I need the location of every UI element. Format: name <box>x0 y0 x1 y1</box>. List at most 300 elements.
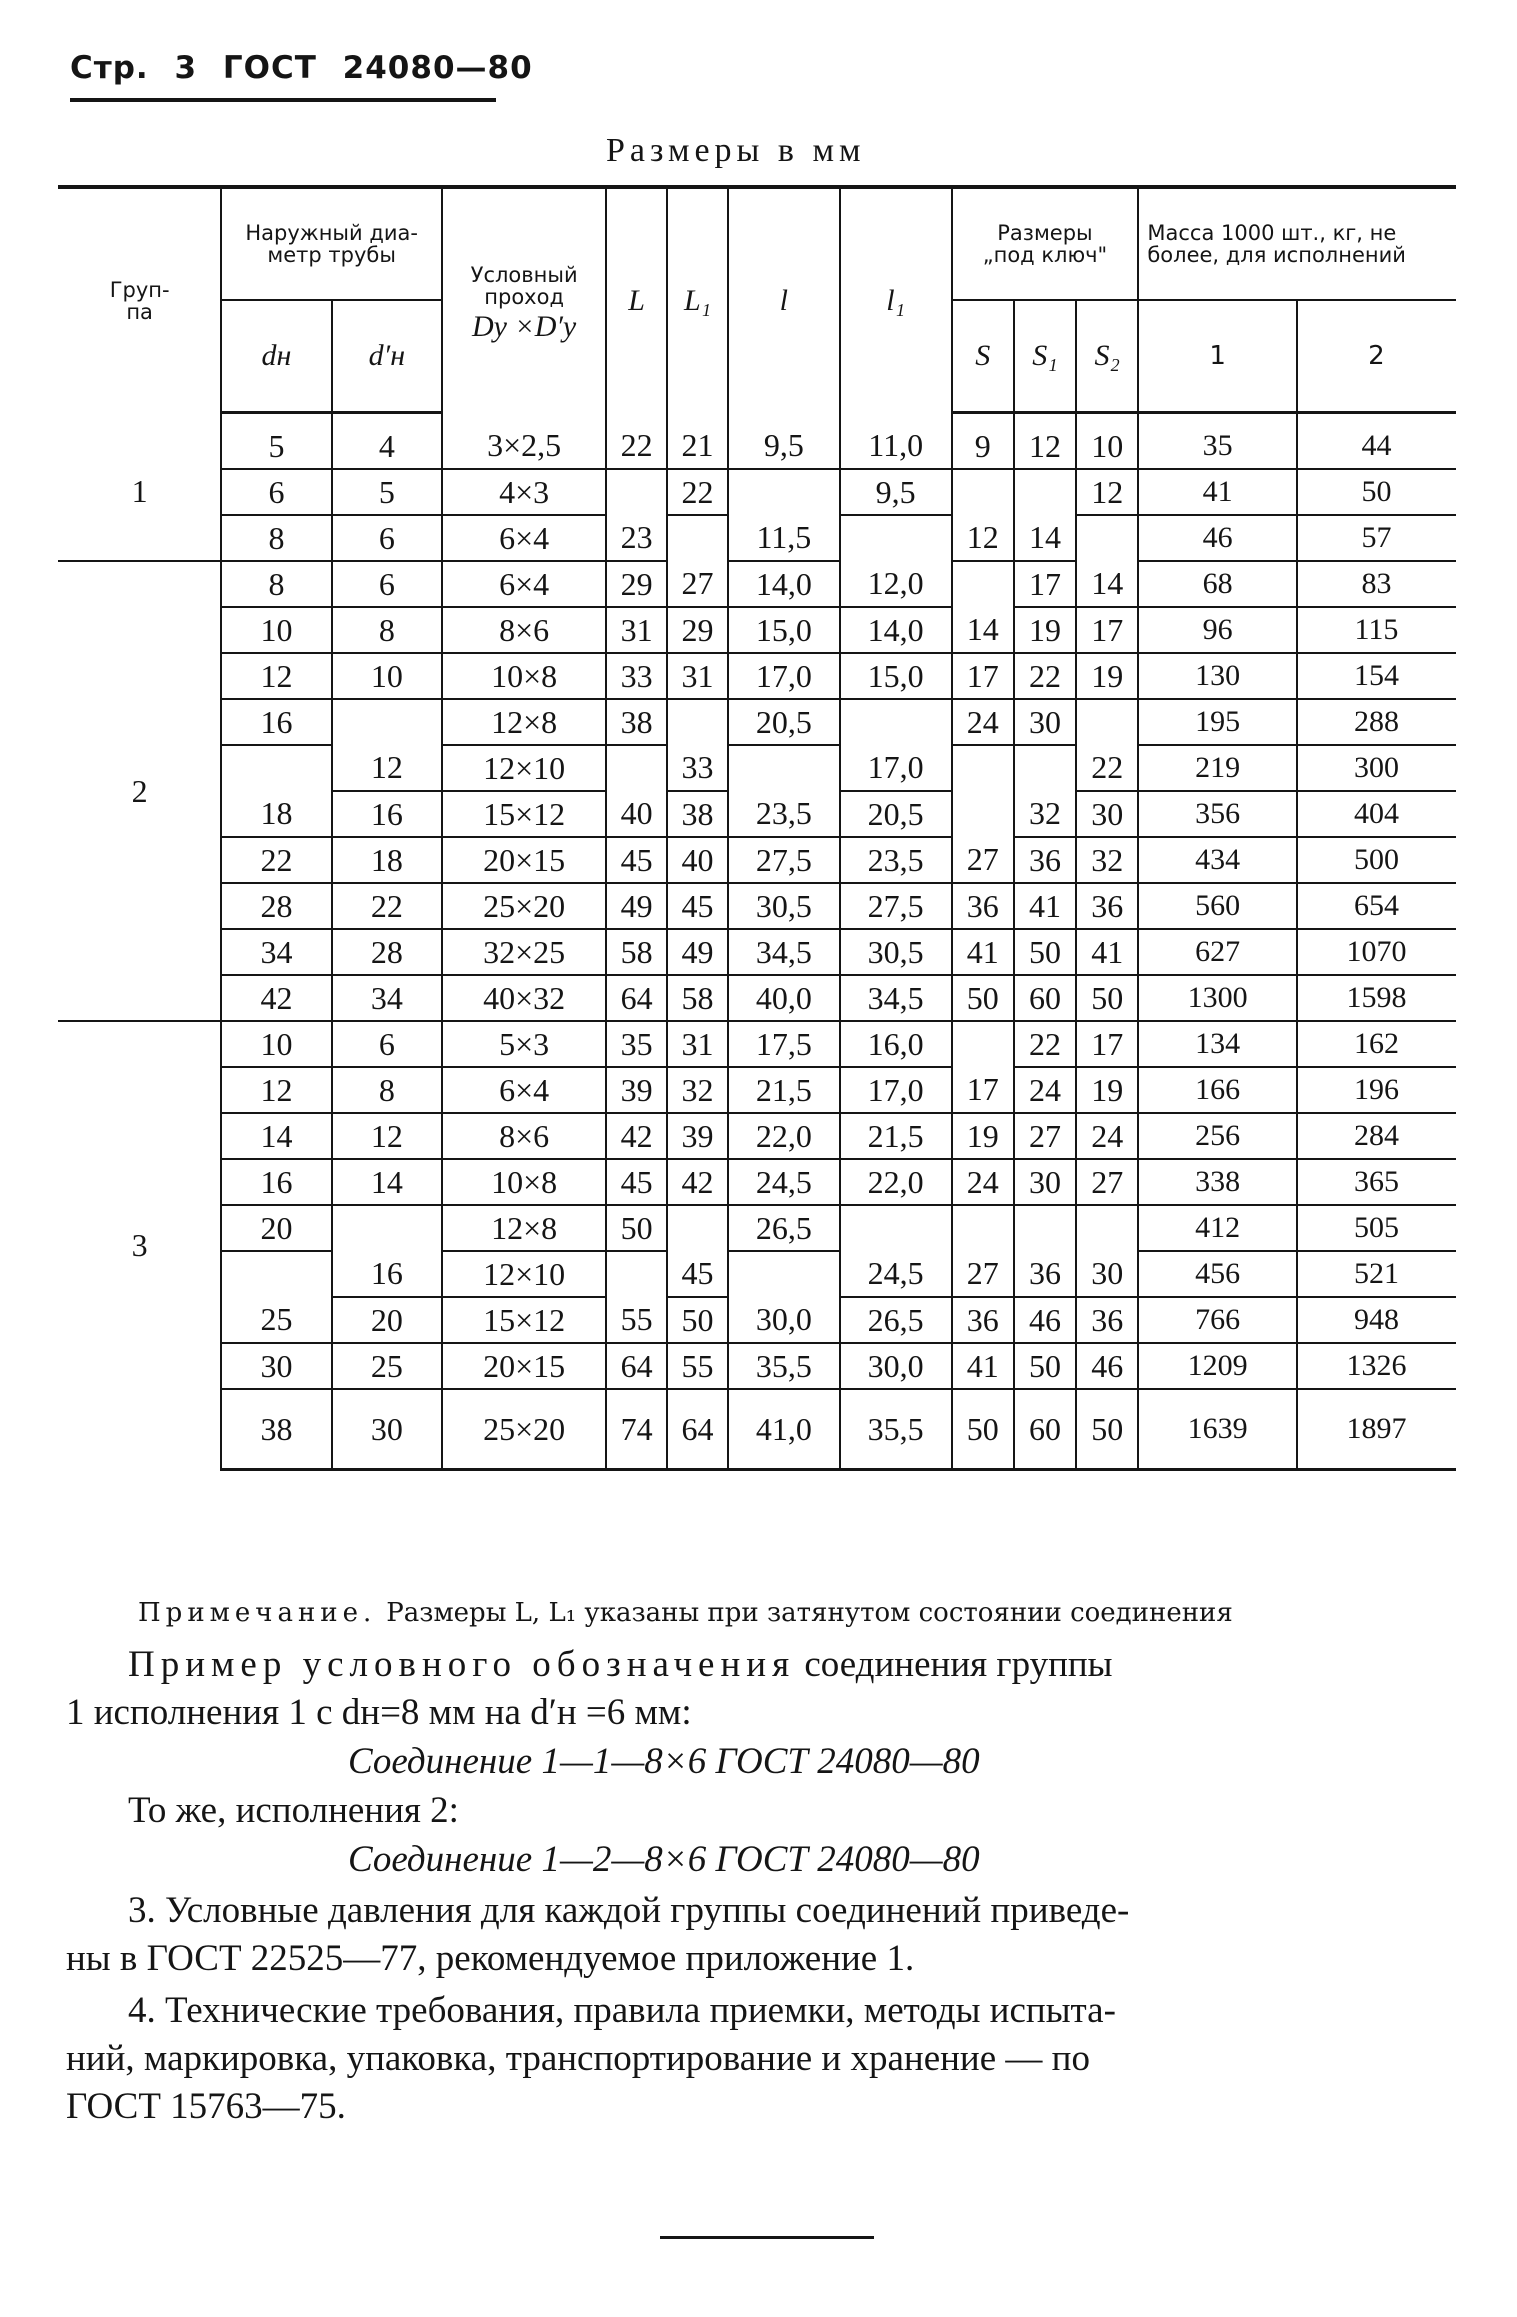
table-cell: 14 <box>1076 561 1138 607</box>
table-cell: 32 <box>1014 791 1076 837</box>
standard-label: ГОСТ <box>222 50 317 86</box>
page-number: 3 <box>174 50 198 86</box>
table-cell: 30 <box>221 1343 331 1389</box>
table-cell: 1070 <box>1297 929 1456 975</box>
table-cell: 948 <box>1297 1297 1456 1343</box>
table-cell: 36 <box>1014 837 1076 883</box>
item3-line2: ны в ГОСТ 22525—77, рекомендуемое приложение 1. <box>66 1938 915 1979</box>
table-cell <box>1014 469 1076 515</box>
table-cell: 45 <box>606 1159 667 1205</box>
table-cell <box>840 515 952 561</box>
table-cell: 46 <box>1076 1343 1138 1389</box>
table-row <box>59 1297 1456 1343</box>
header-passage-label: Условный проход <box>470 262 578 309</box>
table-cell: 338 <box>1138 1159 1297 1205</box>
table-cell: 41 <box>1076 929 1138 975</box>
table-cell: 3×2,5 <box>442 413 606 470</box>
item4-line2: ний, маркировка, упаковка, транспортирование и хранение — по <box>66 2038 1090 2079</box>
table-cell <box>952 469 1014 515</box>
table-cell <box>221 1251 331 1297</box>
table-cell: 25×20 <box>442 883 606 929</box>
header-passage <box>442 187 606 413</box>
table-cell: 27 <box>1076 1159 1138 1205</box>
table-cell: 18 <box>332 837 442 883</box>
table-cell: 627 <box>1138 929 1297 975</box>
example-same: То же, исполнения 2: <box>128 1790 459 1831</box>
table-cell: 14,0 <box>840 607 952 653</box>
table-cell: 1300 <box>1138 975 1297 1021</box>
table-cell: 50 <box>952 975 1014 1021</box>
header-key-size: Размеры „под ключ" <box>952 187 1139 300</box>
table-cell: 36 <box>1076 883 1138 929</box>
table-cell: 21,5 <box>840 1113 952 1159</box>
table-cell: 24,5 <box>728 1159 840 1205</box>
table-row <box>59 1251 1456 1297</box>
table-cell: 22 <box>1014 1021 1076 1067</box>
table-cell: 30,5 <box>728 883 840 929</box>
table-cell <box>221 745 331 791</box>
table-cell: 17 <box>952 1067 1014 1113</box>
group-number: 2 <box>59 561 222 1021</box>
table-cell: 6×4 <box>442 1067 606 1113</box>
item3-line1: 3. Условные давления для каждой группы соединений приведе- <box>128 1890 1130 1931</box>
table-cell: 41,0 <box>728 1389 840 1470</box>
table-cell: 27 <box>952 1251 1014 1297</box>
table-cell: 25 <box>221 1297 331 1343</box>
table-cell: 12×8 <box>442 699 606 745</box>
table-cell: 20,5 <box>728 699 840 745</box>
table-cell: 12 <box>221 1067 331 1113</box>
table-cell: 130 <box>1138 653 1297 699</box>
table-cell: 22 <box>667 469 728 515</box>
table-cell: 25×20 <box>442 1389 606 1470</box>
table-cell: 22 <box>332 883 442 929</box>
table-cell: 31 <box>606 607 667 653</box>
table-cell: 50 <box>1076 1389 1138 1470</box>
table-cell: 22 <box>1076 745 1138 791</box>
table-cell: 4 <box>332 413 442 470</box>
table-cell: 46 <box>1014 1297 1076 1343</box>
table-cell: 9,5 <box>840 469 952 515</box>
table-cell: 49 <box>667 929 728 975</box>
table-cell: 35,5 <box>840 1389 952 1470</box>
table-cell: 57 <box>1297 515 1456 561</box>
table-cell: 45 <box>667 1251 728 1297</box>
table-cell: 36 <box>1014 1251 1076 1297</box>
example-designation-1: Соединение 1—1—8×6 ГОСТ 24080—80 <box>348 1741 980 1782</box>
table-cell: 196 <box>1297 1067 1456 1113</box>
table-cell: 32 <box>1076 837 1138 883</box>
note-text: Размеры L, L₁ указаны при затянутом состоянии соединения <box>386 1598 1233 1628</box>
table-cell: 15,0 <box>728 607 840 653</box>
table-cell: 23 <box>606 515 667 561</box>
table-cell: 6 <box>332 515 442 561</box>
table-cell: 38 <box>221 1389 331 1470</box>
table-cell: 560 <box>1138 883 1297 929</box>
table-cell: 38 <box>606 699 667 745</box>
table-cell: 10 <box>1076 413 1138 470</box>
table-cell: 505 <box>1297 1205 1456 1251</box>
table-row <box>59 837 1456 883</box>
table-cell: 17 <box>952 653 1014 699</box>
table-cell: 6 <box>221 469 331 515</box>
table-cell: 521 <box>1297 1251 1456 1297</box>
table-cell <box>606 1251 667 1297</box>
table-cell: 5 <box>332 469 442 515</box>
table-cell: 32 <box>667 1067 728 1113</box>
table-cell: 42 <box>667 1159 728 1205</box>
header-L1: L₁ <box>667 187 728 413</box>
table-row <box>59 1067 1456 1113</box>
table-cell: 26,5 <box>840 1297 952 1343</box>
table-cell: 50 <box>952 1389 1014 1470</box>
table-cell: 27 <box>1014 1113 1076 1159</box>
table-cell: 50 <box>1076 975 1138 1021</box>
table-cell: 22 <box>606 413 667 470</box>
example-intro-rest: соединения группы <box>795 1644 1113 1685</box>
table-cell: 6 <box>332 561 442 607</box>
table-cell: 412 <box>1138 1205 1297 1251</box>
table-cell: 45 <box>606 837 667 883</box>
table-cell: 12 <box>952 515 1014 561</box>
table-row <box>59 607 1456 653</box>
table-cell: 19 <box>1076 1067 1138 1113</box>
table-cell: 8×6 <box>442 607 606 653</box>
table-cell: 24 <box>1076 1113 1138 1159</box>
table-cell: 288 <box>1297 699 1456 745</box>
table-cell: 34,5 <box>728 929 840 975</box>
header-passage-symbol: Dу ×D′у <box>471 309 577 343</box>
table-cell: 300 <box>1297 745 1456 791</box>
table-cell: 6 <box>332 1021 442 1067</box>
table-cell: 1598 <box>1297 975 1456 1021</box>
table-cell: 29 <box>606 561 667 607</box>
table-cell <box>332 699 442 745</box>
table-cell: 36 <box>952 883 1014 929</box>
table-cell: 41 <box>952 929 1014 975</box>
table-cell: 21 <box>667 413 728 470</box>
table-cell: 27 <box>667 561 728 607</box>
table-cell: 40 <box>667 837 728 883</box>
group-number: 1 <box>59 413 222 562</box>
table-cell: 24 <box>1014 1067 1076 1113</box>
table-cell: 31 <box>667 1021 728 1067</box>
table-cell: 24 <box>952 1159 1014 1205</box>
table-cell: 45 <box>667 883 728 929</box>
table-cell: 8 <box>332 1067 442 1113</box>
table-cell <box>1014 745 1076 791</box>
header-rule <box>70 98 496 102</box>
table-row <box>59 1159 1456 1205</box>
table-cell: 365 <box>1297 1159 1456 1205</box>
table-cell: 41 <box>952 1343 1014 1389</box>
header-L: L <box>606 187 667 413</box>
table-cell: 284 <box>1297 1113 1456 1159</box>
table-row <box>59 791 1456 837</box>
table-cell: 28 <box>332 929 442 975</box>
table-cell: 12 <box>221 653 331 699</box>
table-cell: 1209 <box>1138 1343 1297 1389</box>
table-cell: 12 <box>332 745 442 791</box>
table-cell: 12 <box>1076 469 1138 515</box>
table-cell <box>840 1205 952 1251</box>
table-row <box>59 883 1456 929</box>
table-cell: 31 <box>667 653 728 699</box>
note-label: Примечание. <box>138 1598 377 1628</box>
table-cell <box>728 469 840 515</box>
table-cell: 16 <box>221 1159 331 1205</box>
table-cell: 19 <box>952 1113 1014 1159</box>
table-cell: 35 <box>606 1021 667 1067</box>
table-row <box>59 469 1456 515</box>
table-cell: 30,0 <box>728 1297 840 1343</box>
table-cell: 162 <box>1297 1021 1456 1067</box>
table-cell: 17,5 <box>728 1021 840 1067</box>
table-cell: 60 <box>1014 975 1076 1021</box>
table-row <box>59 975 1456 1021</box>
table-cell: 22 <box>221 837 331 883</box>
table-cell: 23,5 <box>840 837 952 883</box>
table-cell: 17 <box>1014 561 1076 607</box>
standard-number: 24080—80 <box>342 50 533 86</box>
table-cell: 404 <box>1297 791 1456 837</box>
table-cell: 64 <box>667 1389 728 1470</box>
table-cell: 166 <box>1138 1067 1297 1113</box>
table-cell: 30 <box>1076 791 1138 837</box>
table-cell: 39 <box>667 1113 728 1159</box>
header-mass: Масса 1000 шт., кг, не более, для исполнений <box>1138 187 1455 300</box>
table-cell: 58 <box>667 975 728 1021</box>
table-cell: 22 <box>1014 653 1076 699</box>
example-designation-2: Соединение 1—2—8×6 ГОСТ 24080—80 <box>348 1839 980 1880</box>
header-l1: l₁ <box>840 187 952 413</box>
table-cell: 96 <box>1138 607 1297 653</box>
table-cell: 115 <box>1297 607 1456 653</box>
header-dh: dн <box>221 300 331 413</box>
table-cell: 46 <box>1138 515 1297 561</box>
table-cell: 12 <box>332 1113 442 1159</box>
table-cell: 12×10 <box>442 745 606 791</box>
item4-line1: 4. Технические требования, правила приемки, методы испыта- <box>128 1990 1116 2031</box>
table-cell: 1897 <box>1297 1389 1456 1470</box>
table-cell: 16 <box>221 699 331 745</box>
table-cell <box>1014 1205 1076 1251</box>
table-cell: 1639 <box>1138 1389 1297 1470</box>
table-cell: 35 <box>1138 413 1297 470</box>
table-cell: 27,5 <box>728 837 840 883</box>
table-cell <box>667 699 728 745</box>
table-cell: 28 <box>221 883 331 929</box>
table-cell: 1326 <box>1297 1343 1456 1389</box>
example-intro <box>128 1642 1113 1688</box>
table-cell: 30 <box>332 1389 442 1470</box>
table-row <box>59 745 1456 791</box>
table-cell: 40 <box>606 791 667 837</box>
item4-line3: ГОСТ 15763—75. <box>66 2086 346 2127</box>
table-cell: 6×4 <box>442 561 606 607</box>
table-cell: 30 <box>1076 1251 1138 1297</box>
table-cell: 50 <box>1014 929 1076 975</box>
table-cell: 36 <box>952 1297 1014 1343</box>
table-cell: 38 <box>667 791 728 837</box>
table-cell: 34 <box>221 929 331 975</box>
table-cell <box>728 1251 840 1297</box>
table-cell: 18 <box>221 791 331 837</box>
table-cell: 5 <box>221 413 331 470</box>
end-rule <box>660 2236 874 2239</box>
table-cell: 58 <box>606 929 667 975</box>
table-cell: 10×8 <box>442 653 606 699</box>
header-l: l <box>728 187 840 413</box>
table-cell: 5×3 <box>442 1021 606 1067</box>
table-cell <box>1076 1205 1138 1251</box>
table-cell: 4×3 <box>442 469 606 515</box>
table-cell: 15×12 <box>442 791 606 837</box>
header-outer-diameter: Наружный диа- метр трубы <box>221 187 442 300</box>
table-cell: 8×6 <box>442 1113 606 1159</box>
table-cell: 33 <box>667 745 728 791</box>
table-row <box>59 1021 1456 1067</box>
table-cell: 35,5 <box>728 1343 840 1389</box>
table-cell: 14 <box>332 1159 442 1205</box>
table-cell: 41 <box>1138 469 1297 515</box>
table-note <box>138 1598 1233 1628</box>
table-cell: 64 <box>606 1343 667 1389</box>
table-cell: 8 <box>332 607 442 653</box>
table-cell: 24 <box>952 699 1014 745</box>
table-row <box>59 653 1456 699</box>
table-cell: 44 <box>1297 413 1456 470</box>
table-cell: 50 <box>606 1205 667 1251</box>
table-cell: 24,5 <box>840 1251 952 1297</box>
table-cell: 36 <box>1076 1297 1138 1343</box>
table-cell: 16 <box>332 1251 442 1297</box>
table-cell: 30 <box>1014 1159 1076 1205</box>
table-cell: 8 <box>221 515 331 561</box>
page-header <box>70 50 547 86</box>
table-cell: 42 <box>606 1113 667 1159</box>
header-mass-1: 1 <box>1138 300 1297 413</box>
table-cell: 22,0 <box>728 1113 840 1159</box>
table-cell: 25 <box>332 1343 442 1389</box>
table-cell: 30 <box>1014 699 1076 745</box>
table-row <box>59 515 1456 561</box>
table-cell: 21,5 <box>728 1067 840 1113</box>
table-cell: 15×12 <box>442 1297 606 1343</box>
table-row <box>59 699 1456 745</box>
table-cell: 20,5 <box>840 791 952 837</box>
table-cell: 256 <box>1138 1113 1297 1159</box>
table-cell: 50 <box>1297 469 1456 515</box>
table-cell: 10 <box>332 653 442 699</box>
table-cell: 29 <box>667 607 728 653</box>
table-cell: 55 <box>667 1343 728 1389</box>
table-row <box>59 413 1456 470</box>
table-cell: 9,5 <box>728 413 840 470</box>
table-cell: 10 <box>221 607 331 653</box>
table-cell: 134 <box>1138 1021 1297 1067</box>
table-cell: 27 <box>952 837 1014 883</box>
table-cell <box>1076 515 1138 561</box>
table-cell: 10×8 <box>442 1159 606 1205</box>
table-cell: 14 <box>952 607 1014 653</box>
table-cell: 17,0 <box>840 745 952 791</box>
table-cell: 8 <box>221 561 331 607</box>
example-intro-spaced: Пример условного обозначения <box>128 1644 796 1685</box>
table-cell <box>667 515 728 561</box>
table-cell: 26,5 <box>728 1205 840 1251</box>
table-cell: 20 <box>221 1205 331 1251</box>
table-cell: 49 <box>606 883 667 929</box>
table-cell: 64 <box>606 975 667 1021</box>
table-cell: 154 <box>1297 653 1456 699</box>
table-cell: 83 <box>1297 561 1456 607</box>
table-cell: 34,5 <box>840 975 952 1021</box>
table-cell <box>952 745 1014 791</box>
table-cell: 766 <box>1138 1297 1297 1343</box>
header-dh-prime: d′н <box>332 300 442 413</box>
table-row <box>59 929 1456 975</box>
table-cell: 40,0 <box>728 975 840 1021</box>
table-cell <box>728 745 840 791</box>
table-cell: 17,0 <box>840 1067 952 1113</box>
table-cell <box>1076 699 1138 745</box>
table-cell: 42 <box>221 975 331 1021</box>
table-cell: 14 <box>221 1113 331 1159</box>
table-cell <box>667 1205 728 1251</box>
header-S: S <box>952 300 1014 413</box>
table-cell: 17 <box>1076 607 1138 653</box>
table-cell <box>952 1205 1014 1251</box>
table-row <box>59 1389 1456 1470</box>
table-cell: 15,0 <box>840 653 952 699</box>
table-cell: 40×32 <box>442 975 606 1021</box>
table-cell: 41 <box>1014 883 1076 929</box>
table-cell <box>332 1205 442 1251</box>
dimensions-table <box>58 185 1456 1471</box>
table-cell: 30,0 <box>840 1343 952 1389</box>
table-cell <box>952 1021 1014 1067</box>
table-cell: 6×4 <box>442 515 606 561</box>
header-group: Груп- па <box>59 187 222 413</box>
table-cell: 195 <box>1138 699 1297 745</box>
page-label: Стр. <box>70 50 149 86</box>
example-line2: 1 исполнения 1 с dн=8 мм на d′н =6 мм: <box>66 1692 692 1733</box>
table-cell: 500 <box>1297 837 1456 883</box>
table-cell <box>952 561 1014 607</box>
table-cell: 50 <box>667 1297 728 1343</box>
table-cell <box>606 745 667 791</box>
table-cell: 33 <box>606 653 667 699</box>
table-cell: 356 <box>1138 791 1297 837</box>
table-cell <box>606 469 667 515</box>
table-cell: 456 <box>1138 1251 1297 1297</box>
table-cell: 16,0 <box>840 1021 952 1067</box>
table-cell: 55 <box>606 1297 667 1343</box>
table-cell: 16 <box>332 791 442 837</box>
table-cell: 20×15 <box>442 837 606 883</box>
table-cell: 74 <box>606 1389 667 1470</box>
units-caption: Размеры в мм <box>606 132 866 169</box>
table-cell: 11,0 <box>840 413 952 470</box>
table-cell: 219 <box>1138 745 1297 791</box>
table-cell: 27,5 <box>840 883 952 929</box>
header-S2: S₂ <box>1076 300 1138 413</box>
table-cell: 50 <box>1014 1343 1076 1389</box>
table-cell: 68 <box>1138 561 1297 607</box>
table-cell: 32×25 <box>442 929 606 975</box>
table-row <box>59 1205 1456 1251</box>
